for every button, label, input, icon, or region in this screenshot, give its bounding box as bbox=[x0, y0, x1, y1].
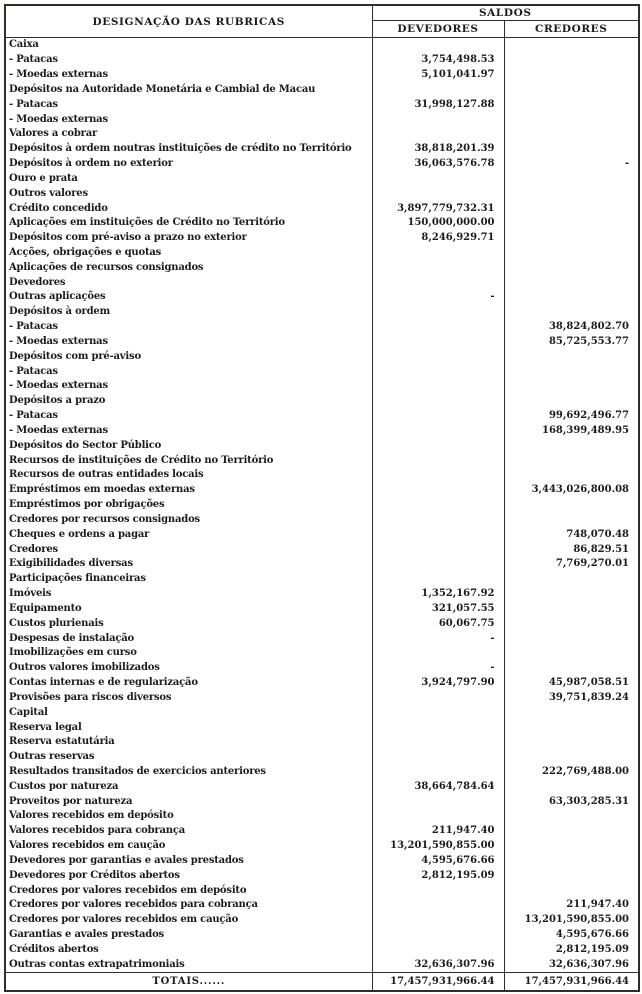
table-row bbox=[5, 335, 639, 350]
row-credores-value: 3,443,026,800.08 bbox=[531, 484, 629, 496]
row-devedores-value: 321,057.55 bbox=[372, 601, 504, 616]
row-credores-value bbox=[504, 216, 639, 231]
column-header-devedores: DEVEDORES bbox=[372, 21, 504, 38]
row-credores-value bbox=[504, 246, 639, 261]
table-row bbox=[5, 720, 639, 735]
row-devedores-value bbox=[372, 572, 504, 587]
table-row bbox=[5, 601, 639, 616]
row-label: Depósitos à ordem bbox=[5, 305, 372, 320]
table-row bbox=[5, 320, 639, 335]
row-devedores-value bbox=[372, 750, 504, 765]
row-devedores-value bbox=[372, 513, 504, 528]
row-credores-value bbox=[504, 290, 639, 305]
row-devedores-value bbox=[372, 424, 504, 439]
row-credores-value: 45,987,058.51 bbox=[548, 677, 629, 689]
row-credores-value: 63,303,285.31 bbox=[548, 795, 629, 807]
table-row bbox=[5, 157, 639, 172]
row-devedores-value bbox=[372, 453, 504, 468]
table-row bbox=[5, 839, 639, 854]
row-label: Recursos de outras entidades locais bbox=[5, 468, 372, 483]
row-label: Garantias e avales prestados bbox=[5, 928, 372, 943]
row-credores-value bbox=[504, 438, 639, 453]
row-label: Empréstimos por obrigações bbox=[5, 498, 372, 513]
row-credores-value bbox=[504, 854, 639, 869]
table-row bbox=[5, 290, 639, 305]
table-row bbox=[5, 631, 639, 646]
row-label: Custos plurienais bbox=[5, 616, 372, 631]
table-row bbox=[5, 97, 639, 112]
table-row bbox=[5, 913, 639, 928]
row-credores-value: 222,769,488.00 bbox=[542, 765, 629, 777]
row-label: Credores por valores recebidos em caução bbox=[5, 913, 372, 928]
table-row bbox=[5, 794, 639, 809]
row-devedores-value bbox=[372, 765, 504, 780]
row-credores-value bbox=[504, 68, 639, 83]
table-row bbox=[5, 898, 639, 913]
row-label: Outras reservas bbox=[5, 750, 372, 765]
table-row bbox=[5, 868, 639, 883]
totals-credores-value: 17,457,931,966.44 bbox=[504, 973, 639, 992]
row-label: Capital bbox=[5, 705, 372, 720]
table-row bbox=[5, 765, 639, 780]
row-label: Valores recebidos para cobrança bbox=[5, 824, 372, 839]
row-devedores-value bbox=[372, 171, 504, 186]
row-devedores-value: 150,000,000.00 bbox=[372, 216, 504, 231]
row-label: Credores por valores recebidos para cobrança bbox=[5, 898, 372, 913]
row-label: Outros valores bbox=[5, 186, 372, 201]
row-credores-value bbox=[504, 275, 639, 290]
row-label: Devedores por Créditos abertos bbox=[5, 868, 372, 883]
row-credores-value bbox=[504, 868, 639, 883]
row-credores-value bbox=[504, 631, 639, 646]
table-row bbox=[5, 883, 639, 898]
row-devedores-value: 5,101,041.97 bbox=[372, 68, 504, 83]
row-label: Créditos abertos bbox=[5, 943, 372, 958]
table-row bbox=[5, 68, 639, 83]
row-credores-value: 2,812,195.09 bbox=[555, 943, 629, 955]
row-credores-value: 99,692,496.77 bbox=[548, 410, 629, 422]
row-label: Valores a cobrar bbox=[5, 127, 372, 142]
row-label: Equipamento bbox=[5, 601, 372, 616]
table-row bbox=[5, 394, 639, 409]
row-devedores-value: 3,924,797.90 bbox=[372, 676, 504, 691]
row-devedores-value: - bbox=[372, 631, 504, 646]
row-credores-value bbox=[504, 453, 639, 468]
row-label: - Moedas externas bbox=[5, 424, 372, 439]
row-credores-value: 748,070.48 bbox=[566, 528, 629, 540]
row-devedores-value bbox=[372, 913, 504, 928]
row-label: Depósitos a prazo bbox=[5, 394, 372, 409]
table-row bbox=[5, 676, 639, 691]
row-credores-value: 38,824,802.70 bbox=[548, 321, 629, 333]
row-credores-value: - bbox=[624, 158, 629, 170]
row-credores-value bbox=[504, 883, 639, 898]
row-credores-value bbox=[504, 127, 639, 142]
row-devedores-value: - bbox=[372, 290, 504, 305]
row-devedores-value bbox=[372, 349, 504, 364]
row-label: Depósitos do Sector Público bbox=[5, 438, 372, 453]
table-row bbox=[5, 705, 639, 720]
row-devedores-value bbox=[372, 305, 504, 320]
table-row bbox=[5, 171, 639, 186]
table-row bbox=[5, 305, 639, 320]
table-row bbox=[5, 409, 639, 424]
row-label: - Patacas bbox=[5, 53, 372, 68]
row-label: - Moedas externas bbox=[5, 379, 372, 394]
row-credores-value bbox=[504, 498, 639, 513]
table-row bbox=[5, 53, 639, 68]
table-row bbox=[5, 498, 639, 513]
row-devedores-value bbox=[372, 943, 504, 958]
row-devedores-value bbox=[372, 364, 504, 379]
row-credores-value: 86,829.51 bbox=[573, 543, 629, 555]
row-credores-value bbox=[504, 646, 639, 661]
row-label: Proveitos por natureza bbox=[5, 794, 372, 809]
row-label: - Patacas bbox=[5, 97, 372, 112]
row-label: - Moedas externas bbox=[5, 112, 372, 127]
table-row bbox=[5, 572, 639, 587]
table-row bbox=[5, 943, 639, 958]
row-credores-value bbox=[504, 82, 639, 97]
row-label: Resultados transitados de exercicios anteriores bbox=[5, 765, 372, 780]
row-credores-value: 4,595,676.66 bbox=[555, 929, 629, 941]
row-credores-value: 7,769,270.01 bbox=[555, 558, 629, 570]
row-devedores-value: 32,636,307.96 bbox=[372, 957, 504, 972]
table-row bbox=[5, 453, 639, 468]
row-label: - Moedas externas bbox=[5, 335, 372, 350]
table-header bbox=[5, 5, 639, 38]
row-credores-value bbox=[504, 839, 639, 854]
table-footer bbox=[5, 973, 639, 992]
row-label: Outras aplicações bbox=[5, 290, 372, 305]
row-devedores-value bbox=[372, 735, 504, 750]
table-row bbox=[5, 557, 639, 572]
row-devedores-value: 1,352,167.92 bbox=[372, 587, 504, 602]
row-devedores-value bbox=[372, 186, 504, 201]
table-row bbox=[5, 112, 639, 127]
table-body bbox=[5, 38, 639, 973]
row-devedores-value: 31,998,127.88 bbox=[372, 97, 504, 112]
table-row bbox=[5, 824, 639, 839]
table-row bbox=[5, 809, 639, 824]
row-devedores-value: 3,897,779,732.31 bbox=[372, 201, 504, 216]
row-credores-value bbox=[504, 142, 639, 157]
row-devedores-value: 8,246,929.71 bbox=[372, 231, 504, 246]
row-label: Devedores bbox=[5, 275, 372, 290]
row-credores-value: 85,725,553.77 bbox=[548, 335, 629, 347]
totals-devedores-value: 17,457,931,966.44 bbox=[372, 973, 504, 992]
row-devedores-value: 4,595,676.66 bbox=[372, 854, 504, 869]
table-row bbox=[5, 690, 639, 705]
row-label: Imobilizações em curso bbox=[5, 646, 372, 661]
table-row bbox=[5, 82, 639, 97]
row-credores-value bbox=[504, 779, 639, 794]
table-row bbox=[5, 216, 639, 231]
row-credores-value bbox=[504, 38, 639, 53]
table-row bbox=[5, 928, 639, 943]
row-credores-value bbox=[504, 305, 639, 320]
row-credores-value bbox=[504, 364, 639, 379]
row-devedores-value bbox=[372, 527, 504, 542]
row-devedores-value: 3,754,498.53 bbox=[372, 53, 504, 68]
row-credores-value: 13,201,590,855.00 bbox=[524, 914, 629, 926]
row-label: Empréstimos em moedas externas bbox=[5, 483, 372, 498]
table-row bbox=[5, 587, 639, 602]
table-row bbox=[5, 349, 639, 364]
table-row bbox=[5, 483, 639, 498]
column-header-credores: CREDORES bbox=[504, 21, 639, 38]
row-label: - Moedas externas bbox=[5, 68, 372, 83]
table-row bbox=[5, 438, 639, 453]
column-header-designacao: DESIGNAÇÃO DAS RUBRICAS bbox=[5, 5, 372, 38]
row-credores-value bbox=[504, 394, 639, 409]
row-devedores-value bbox=[372, 483, 504, 498]
row-devedores-value: 13,201,590,855.00 bbox=[372, 839, 504, 854]
row-label: Valores recebidos em caução bbox=[5, 839, 372, 854]
table-row bbox=[5, 513, 639, 528]
row-credores-value bbox=[504, 53, 639, 68]
row-devedores-value bbox=[372, 809, 504, 824]
row-devedores-value bbox=[372, 127, 504, 142]
row-devedores-value bbox=[372, 705, 504, 720]
table-row bbox=[5, 542, 639, 557]
row-credores-value bbox=[504, 735, 639, 750]
row-credores-value bbox=[504, 587, 639, 602]
row-label: Custos por natureza bbox=[5, 779, 372, 794]
table-row bbox=[5, 142, 639, 157]
row-devedores-value bbox=[372, 379, 504, 394]
row-devedores-value bbox=[372, 275, 504, 290]
table-row bbox=[5, 275, 639, 290]
table-row bbox=[5, 38, 639, 53]
totals-label: TOTAIS...... bbox=[5, 973, 372, 992]
row-label: Outras contas extrapatrimoniais bbox=[5, 957, 372, 972]
row-devedores-value bbox=[372, 335, 504, 350]
row-devedores-value bbox=[372, 646, 504, 661]
row-devedores-value bbox=[372, 246, 504, 261]
row-credores-value: 168,399,489.95 bbox=[542, 424, 629, 436]
row-label: Acções, obrigações e quotas bbox=[5, 246, 372, 261]
row-label: Valores recebidos em depósito bbox=[5, 809, 372, 824]
table-row bbox=[5, 779, 639, 794]
row-label: Credores por valores recebidos em depósito bbox=[5, 883, 372, 898]
balance-sheet-table bbox=[4, 4, 640, 992]
row-devedores-value bbox=[372, 112, 504, 127]
row-label: Exigibilidades diversas bbox=[5, 557, 372, 572]
row-devedores-value bbox=[372, 438, 504, 453]
row-devedores-value bbox=[372, 38, 504, 53]
row-label: - Patacas bbox=[5, 364, 372, 379]
row-credores-value bbox=[504, 513, 639, 528]
row-devedores-value bbox=[372, 690, 504, 705]
row-label: Crédito concedido bbox=[5, 201, 372, 216]
table-row bbox=[5, 957, 639, 972]
row-devedores-value bbox=[372, 320, 504, 335]
table-row bbox=[5, 750, 639, 765]
row-credores-value bbox=[504, 661, 639, 676]
row-credores-value bbox=[504, 750, 639, 765]
row-label: Provisões para riscos diversos bbox=[5, 690, 372, 705]
row-devedores-value: - bbox=[372, 661, 504, 676]
row-label: - Patacas bbox=[5, 409, 372, 424]
row-credores-value bbox=[504, 379, 639, 394]
table-row bbox=[5, 379, 639, 394]
row-devedores-value: 211,947.40 bbox=[372, 824, 504, 839]
row-devedores-value bbox=[372, 720, 504, 735]
table-row bbox=[5, 527, 639, 542]
table-row bbox=[5, 127, 639, 142]
table-row bbox=[5, 646, 639, 661]
table-row bbox=[5, 424, 639, 439]
row-credores-value bbox=[504, 349, 639, 364]
row-devedores-value bbox=[372, 260, 504, 275]
row-devedores-value bbox=[372, 468, 504, 483]
row-credores-value bbox=[504, 112, 639, 127]
row-credores-value bbox=[504, 260, 639, 275]
row-label: Imóveis bbox=[5, 587, 372, 602]
row-devedores-value: 60,067.75 bbox=[372, 616, 504, 631]
row-credores-value: 211,947.40 bbox=[566, 899, 629, 911]
row-label: Aplicações em instituições de Crédito no Território bbox=[5, 216, 372, 231]
table-row bbox=[5, 661, 639, 676]
row-label: Cheques e ordens a pagar bbox=[5, 527, 372, 542]
row-devedores-value bbox=[372, 557, 504, 572]
row-label: Caixa bbox=[5, 38, 372, 53]
row-devedores-value bbox=[372, 498, 504, 513]
row-credores-value bbox=[504, 705, 639, 720]
row-credores-value: 32,636,307.96 bbox=[548, 958, 629, 970]
totals-row bbox=[5, 973, 639, 992]
row-credores-value bbox=[504, 186, 639, 201]
table-row bbox=[5, 246, 639, 261]
row-devedores-value bbox=[372, 928, 504, 943]
row-credores-value bbox=[504, 97, 639, 112]
row-credores-value bbox=[504, 809, 639, 824]
row-devedores-value bbox=[372, 794, 504, 809]
table-row bbox=[5, 186, 639, 201]
row-label: Credores bbox=[5, 542, 372, 557]
row-label: Contas internas e de regularização bbox=[5, 676, 372, 691]
row-devedores-value bbox=[372, 409, 504, 424]
row-label: Recursos de instituições de Crédito no Território bbox=[5, 453, 372, 468]
row-label: Depósitos com pré-aviso bbox=[5, 349, 372, 364]
row-label: Ouro e prata bbox=[5, 171, 372, 186]
row-devedores-value bbox=[372, 898, 504, 913]
row-credores-value bbox=[504, 572, 639, 587]
table-row bbox=[5, 260, 639, 275]
row-label: Despesas de instalação bbox=[5, 631, 372, 646]
row-label: - Patacas bbox=[5, 320, 372, 335]
row-label: Aplicações de recursos consignados bbox=[5, 260, 372, 275]
table-row bbox=[5, 364, 639, 379]
row-label: Depósitos à ordem no exterior bbox=[5, 157, 372, 172]
row-label: Devedores por garantias e avales prestados bbox=[5, 854, 372, 869]
row-label: Outros valores imobilizados bbox=[5, 661, 372, 676]
row-label: Depósitos com pré-aviso a prazo no exterior bbox=[5, 231, 372, 246]
row-credores-value bbox=[504, 468, 639, 483]
row-devedores-value: 38,818,201.39 bbox=[372, 142, 504, 157]
table-row bbox=[5, 468, 639, 483]
row-devedores-value: 38,664,784.64 bbox=[372, 779, 504, 794]
table-row bbox=[5, 231, 639, 246]
row-label: Participações financeiras bbox=[5, 572, 372, 587]
table-row bbox=[5, 201, 639, 216]
row-credores-value bbox=[504, 601, 639, 616]
column-header-saldos: SALDOS bbox=[372, 5, 639, 21]
row-label: Reserva legal bbox=[5, 720, 372, 735]
row-credores-value bbox=[504, 171, 639, 186]
row-label: Reserva estatutária bbox=[5, 735, 372, 750]
table-row bbox=[5, 735, 639, 750]
row-credores-value bbox=[504, 231, 639, 246]
row-devedores-value: 36,063,576.78 bbox=[372, 157, 504, 172]
row-devedores-value bbox=[372, 883, 504, 898]
row-devedores-value bbox=[372, 394, 504, 409]
row-label: Depósitos na Autoridade Monetária e Cambial de Macau bbox=[5, 82, 372, 97]
row-label: Depósitos à ordem noutras instituições de crédito no Território bbox=[5, 142, 372, 157]
row-label: Credores por recursos consignados bbox=[5, 513, 372, 528]
row-devedores-value bbox=[372, 542, 504, 557]
table-row bbox=[5, 854, 639, 869]
row-credores-value bbox=[504, 824, 639, 839]
row-credores-value bbox=[504, 201, 639, 216]
row-credores-value bbox=[504, 616, 639, 631]
row-devedores-value bbox=[372, 82, 504, 97]
table-row bbox=[5, 616, 639, 631]
row-credores-value: 39,751,839.24 bbox=[548, 691, 629, 703]
row-credores-value bbox=[504, 720, 639, 735]
row-devedores-value: 2,812,195.09 bbox=[372, 868, 504, 883]
